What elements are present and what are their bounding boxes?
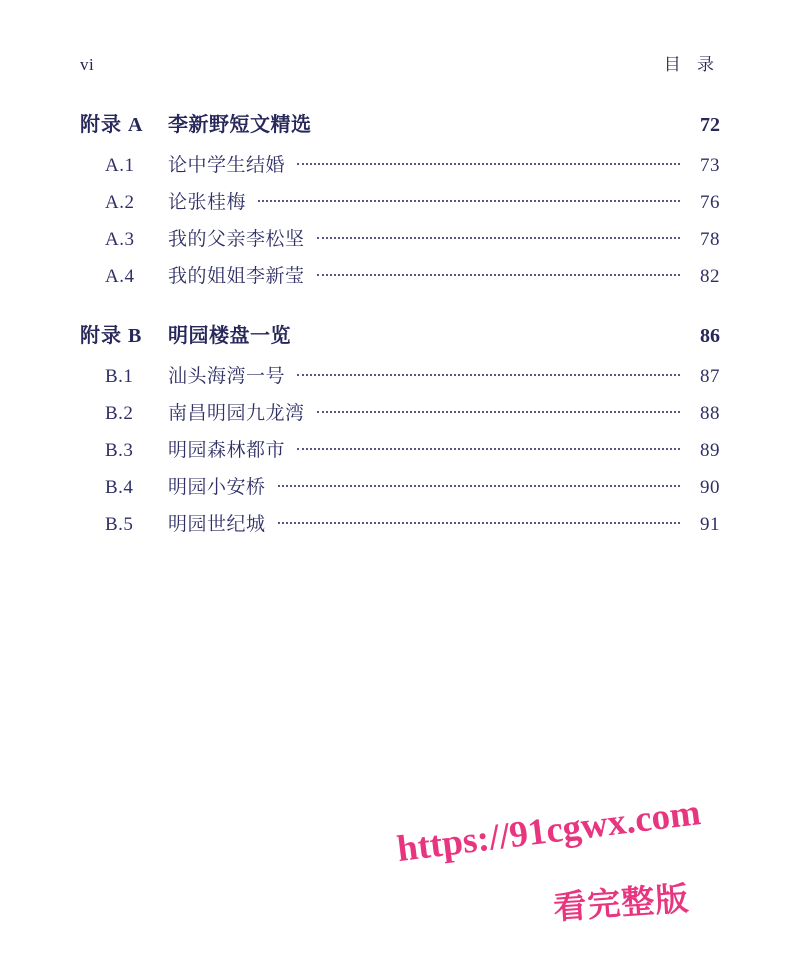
toc-entry-number: A.1 xyxy=(105,155,135,176)
toc-leader-dots xyxy=(258,189,680,208)
toc-entry-title: 南昌明园九龙湾 xyxy=(168,403,305,424)
toc-entry-number: B.4 xyxy=(105,477,134,498)
toc-entry-title: 论中学生结婚 xyxy=(168,155,286,176)
toc-section-title: 明园楼盘一览 xyxy=(168,325,291,347)
toc-entry-title: 明园世纪城 xyxy=(168,514,266,535)
toc-section-page: 72 xyxy=(700,114,720,136)
toc-leader-dots xyxy=(278,511,680,530)
toc-entry-title: 明园森林都市 xyxy=(168,440,286,461)
toc-entry-page: 76 xyxy=(700,192,720,213)
toc-entry-title: 论张桂梅 xyxy=(168,192,247,213)
toc-entry[interactable] xyxy=(80,467,720,504)
toc-section-heading[interactable] xyxy=(80,108,720,137)
toc-entry-title: 汕头海湾一号 xyxy=(168,366,286,387)
toc-section-heading[interactable] xyxy=(80,319,720,348)
toc-entry[interactable] xyxy=(80,145,720,182)
toc-entry[interactable] xyxy=(80,504,720,541)
toc-entry-page: 88 xyxy=(700,403,720,424)
toc-leader-dots xyxy=(297,363,680,382)
toc-entry-page: 73 xyxy=(700,155,720,176)
toc-entry-page: 90 xyxy=(700,477,720,498)
toc-leader-dots xyxy=(317,263,680,282)
running-header xyxy=(80,50,720,75)
toc-entry[interactable] xyxy=(80,256,720,293)
toc-leader-dots xyxy=(297,437,680,456)
toc-entry-number: B.5 xyxy=(105,514,134,535)
toc-section-number: 附录 A xyxy=(80,114,144,136)
toc-entry-number: B.3 xyxy=(105,440,134,461)
toc-entry-page: 87 xyxy=(700,366,720,387)
toc-entry-number: A.2 xyxy=(105,192,135,213)
toc-entry-number: B.1 xyxy=(105,366,134,387)
toc-entry-number: B.2 xyxy=(105,403,134,424)
page-folio: vi xyxy=(80,55,95,74)
header-title: 目 录 xyxy=(663,55,720,74)
toc-entry[interactable] xyxy=(80,430,720,467)
toc-entry-page: 89 xyxy=(700,440,720,461)
toc-section-title: 李新野短文精选 xyxy=(168,114,312,136)
toc-entry[interactable] xyxy=(80,182,720,219)
toc-entry-title: 我的姐姐李新莹 xyxy=(168,266,305,287)
table-of-contents xyxy=(80,108,720,541)
toc-section-number: 附录 B xyxy=(80,325,143,347)
toc-entry-title: 明园小安桥 xyxy=(168,477,266,498)
toc-entry[interactable] xyxy=(80,219,720,256)
toc-entry-title: 我的父亲李松坚 xyxy=(168,229,305,250)
toc-entry-number: A.3 xyxy=(105,229,135,250)
toc-leader-dots xyxy=(317,226,680,245)
toc-entry[interactable] xyxy=(80,356,720,393)
toc-entry[interactable] xyxy=(80,393,720,430)
toc-leader-dots xyxy=(317,400,680,419)
toc-entry-number: A.4 xyxy=(105,266,135,287)
toc-leader-dots xyxy=(297,152,680,171)
toc-entry-page: 91 xyxy=(700,514,720,535)
watermark xyxy=(394,792,790,940)
toc-entry-page: 78 xyxy=(700,229,720,250)
watermark-subtitle: 看完整版 xyxy=(552,879,691,927)
toc-leader-dots xyxy=(278,474,680,493)
toc-section-page: 86 xyxy=(700,325,720,347)
toc-entry-page: 82 xyxy=(700,266,720,287)
watermark-url: https://91cgwx.com xyxy=(394,792,703,871)
